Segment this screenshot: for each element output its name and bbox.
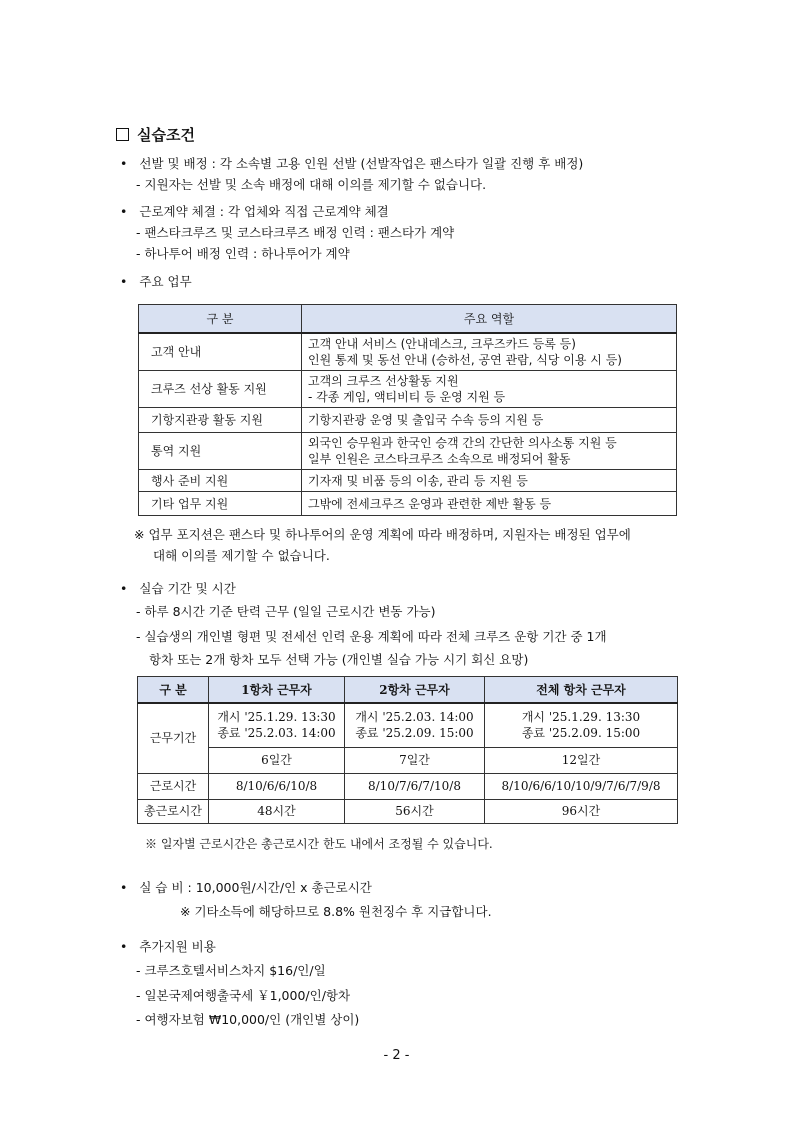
table-header-cell: 구 분: [139, 305, 302, 334]
table-row: [139, 492, 677, 516]
duty-role: 고객의 크루즈 선상활동 지원 - 각종 게임, 액티비티 등 운영 지원 등: [302, 371, 677, 408]
table-header-cell: 주요 역할: [302, 305, 677, 334]
table-header-cell: 구 분: [138, 677, 209, 704]
table-row: [138, 747, 678, 773]
row-label-period: 근무기간: [138, 703, 209, 773]
table-row: [139, 371, 677, 408]
duty-category: 크루즈 선상 활동 지원: [139, 371, 302, 408]
all-period: 개시 '25.1.29. 13:30 종료 '25.2.09. 15:00: [485, 703, 678, 747]
bullet-dot-icon: •: [120, 939, 128, 954]
duty-category: 기타 업무 지원: [139, 492, 302, 516]
period-sub1: - 하루 8시간 기준 탄력 근무 (일일 근로시간 변동 가능): [136, 604, 436, 619]
bullet-dot-icon: •: [120, 880, 128, 895]
bullet-extra: • 추가지원 비용: [120, 939, 216, 954]
voyage1-total: 48시간: [209, 799, 345, 823]
duty-category: 기항지관광 활동 지원: [139, 408, 302, 433]
bullet-dot-icon: •: [120, 581, 128, 596]
voyage1-period: 개시 '25.1.29. 13:30 종료 '25.2.03. 14:00: [209, 703, 345, 747]
duty-category: 통역 지원: [139, 433, 302, 470]
table-header-cell: 1항차 근무자: [209, 677, 345, 704]
all-hours: 8/10/6/6/10/10/9/7/6/7/9/8: [485, 773, 678, 799]
voyage2-total: 56시간: [345, 799, 485, 823]
table-row: [139, 333, 677, 371]
bullet-pay: • 실 습 비 : 10,000원/시간/인 x 총근로시간: [120, 880, 372, 895]
duty-role: 외국인 승무원과 한국인 승객 간의 간단한 의사소통 지원 등 일부 인원은 코스타크루즈 소속으로 배정되어 활동: [302, 433, 677, 470]
duty-role: 기자재 및 비품 등의 이송, 관리 등 지원 등: [302, 470, 677, 492]
voyage2-hours: 8/10/7/6/7/10/8: [345, 773, 485, 799]
table-header-row: [138, 677, 678, 704]
table-row: [138, 773, 678, 799]
table-header-cell: 전체 항차 근무자: [485, 677, 678, 704]
bullet-selection: • 선발 및 배정 : 각 소속별 고용 인원 선발 (선발작업은 팬스타가 일괄 진행 후 배정): [120, 156, 584, 171]
duty-role: 기항지관광 운영 및 출입국 수속 등의 지원 등: [302, 408, 677, 433]
bullet-period: • 실습 기간 및 시간: [120, 581, 236, 596]
table-row: [138, 799, 678, 823]
extra-item2: - 일본국제여행출국세 ￥1,000/인/항차: [136, 988, 351, 1003]
section-heading: 실습조건: [116, 124, 195, 145]
table-header-row: [139, 305, 677, 334]
bullet-dot-icon: •: [120, 274, 128, 289]
bullet-duties: • 주요 업무: [120, 274, 192, 289]
table-row: [139, 433, 677, 470]
bullet-dot-icon: •: [120, 204, 128, 219]
duties-table: [138, 304, 677, 516]
table-row: [138, 703, 678, 747]
duty-category: 행사 준비 지원: [139, 470, 302, 492]
period-sub2-line1: - 실습생의 개인별 형편 및 전세선 인력 운용 계획에 따라 전체 크루즈 운항 기간 중 1개: [136, 629, 607, 644]
voyage2-days: 7일간: [345, 747, 485, 773]
bullet-contract: • 근로계약 체결 : 각 업체와 직접 근로계약 체결: [120, 204, 389, 219]
bullet-selection-sub: - 지원자는 선발 및 소속 배정에 대해 이의를 제기할 수 없습니다.: [136, 177, 487, 192]
note-hours: ※ 일자별 근로시간은 총근로시간 한도 내에서 조정될 수 있습니다.: [145, 837, 493, 851]
checkbox-square-icon: [116, 128, 129, 141]
row-label-hours: 근로시간: [138, 773, 209, 799]
table-header-cell: 2항차 근무자: [345, 677, 485, 704]
bullet-contract-sub1: - 팬스타크루즈 및 코스타크루즈 배정 인력 : 팬스타가 계약: [136, 225, 455, 240]
bullet-contract-sub2: - 하나투어 배정 인력 : 하나투어가 계약: [136, 246, 350, 261]
table-row: [139, 408, 677, 433]
extra-item1: - 크루즈호텔서비스차지 $16/인/일: [136, 963, 326, 978]
period-sub2-line2: 항차 또는 2개 항차 모두 선택 가능 (개인별 실습 가능 시기 회신 요망): [149, 652, 529, 667]
page-number: - 2 -: [383, 1048, 410, 1063]
all-total: 96시간: [485, 799, 678, 823]
extra-item3: - 여행자보험 ₩10,000/인 (개인별 상이): [136, 1012, 360, 1027]
row-label-total: 총근로시간: [138, 799, 209, 823]
note-duties-line1: ※ 업무 포지션은 팬스타 및 하나투어의 운영 계획에 따라 배정하며, 지원자는 배정된 업무에: [134, 527, 631, 542]
voyage1-hours: 8/10/6/6/10/8: [209, 773, 345, 799]
duty-role: 그밖에 전세크루즈 운영과 관련한 제반 활동 등: [302, 492, 677, 516]
table-row: [139, 470, 677, 492]
schedule-table: [137, 676, 678, 824]
note-duties-line2: 대해 이의를 제기할 수 없습니다.: [153, 548, 330, 563]
duty-category: 고객 안내: [139, 333, 302, 371]
voyage2-period: 개시 '25.2.03. 14:00 종료 '25.2.09. 15:00: [345, 703, 485, 747]
voyage1-days: 6일간: [209, 747, 345, 773]
bullet-dot-icon: •: [120, 156, 128, 171]
all-days: 12일간: [485, 747, 678, 773]
duty-role: 고객 안내 서비스 (안내데스크, 크루즈카드 등록 등) 인원 통제 및 동선 안내 (승하선, 공연 관람, 식당 이용 시 등): [302, 333, 677, 371]
pay-note: ※ 기타소득에 해당하므로 8.8% 원천징수 후 지급합니다.: [180, 904, 492, 919]
